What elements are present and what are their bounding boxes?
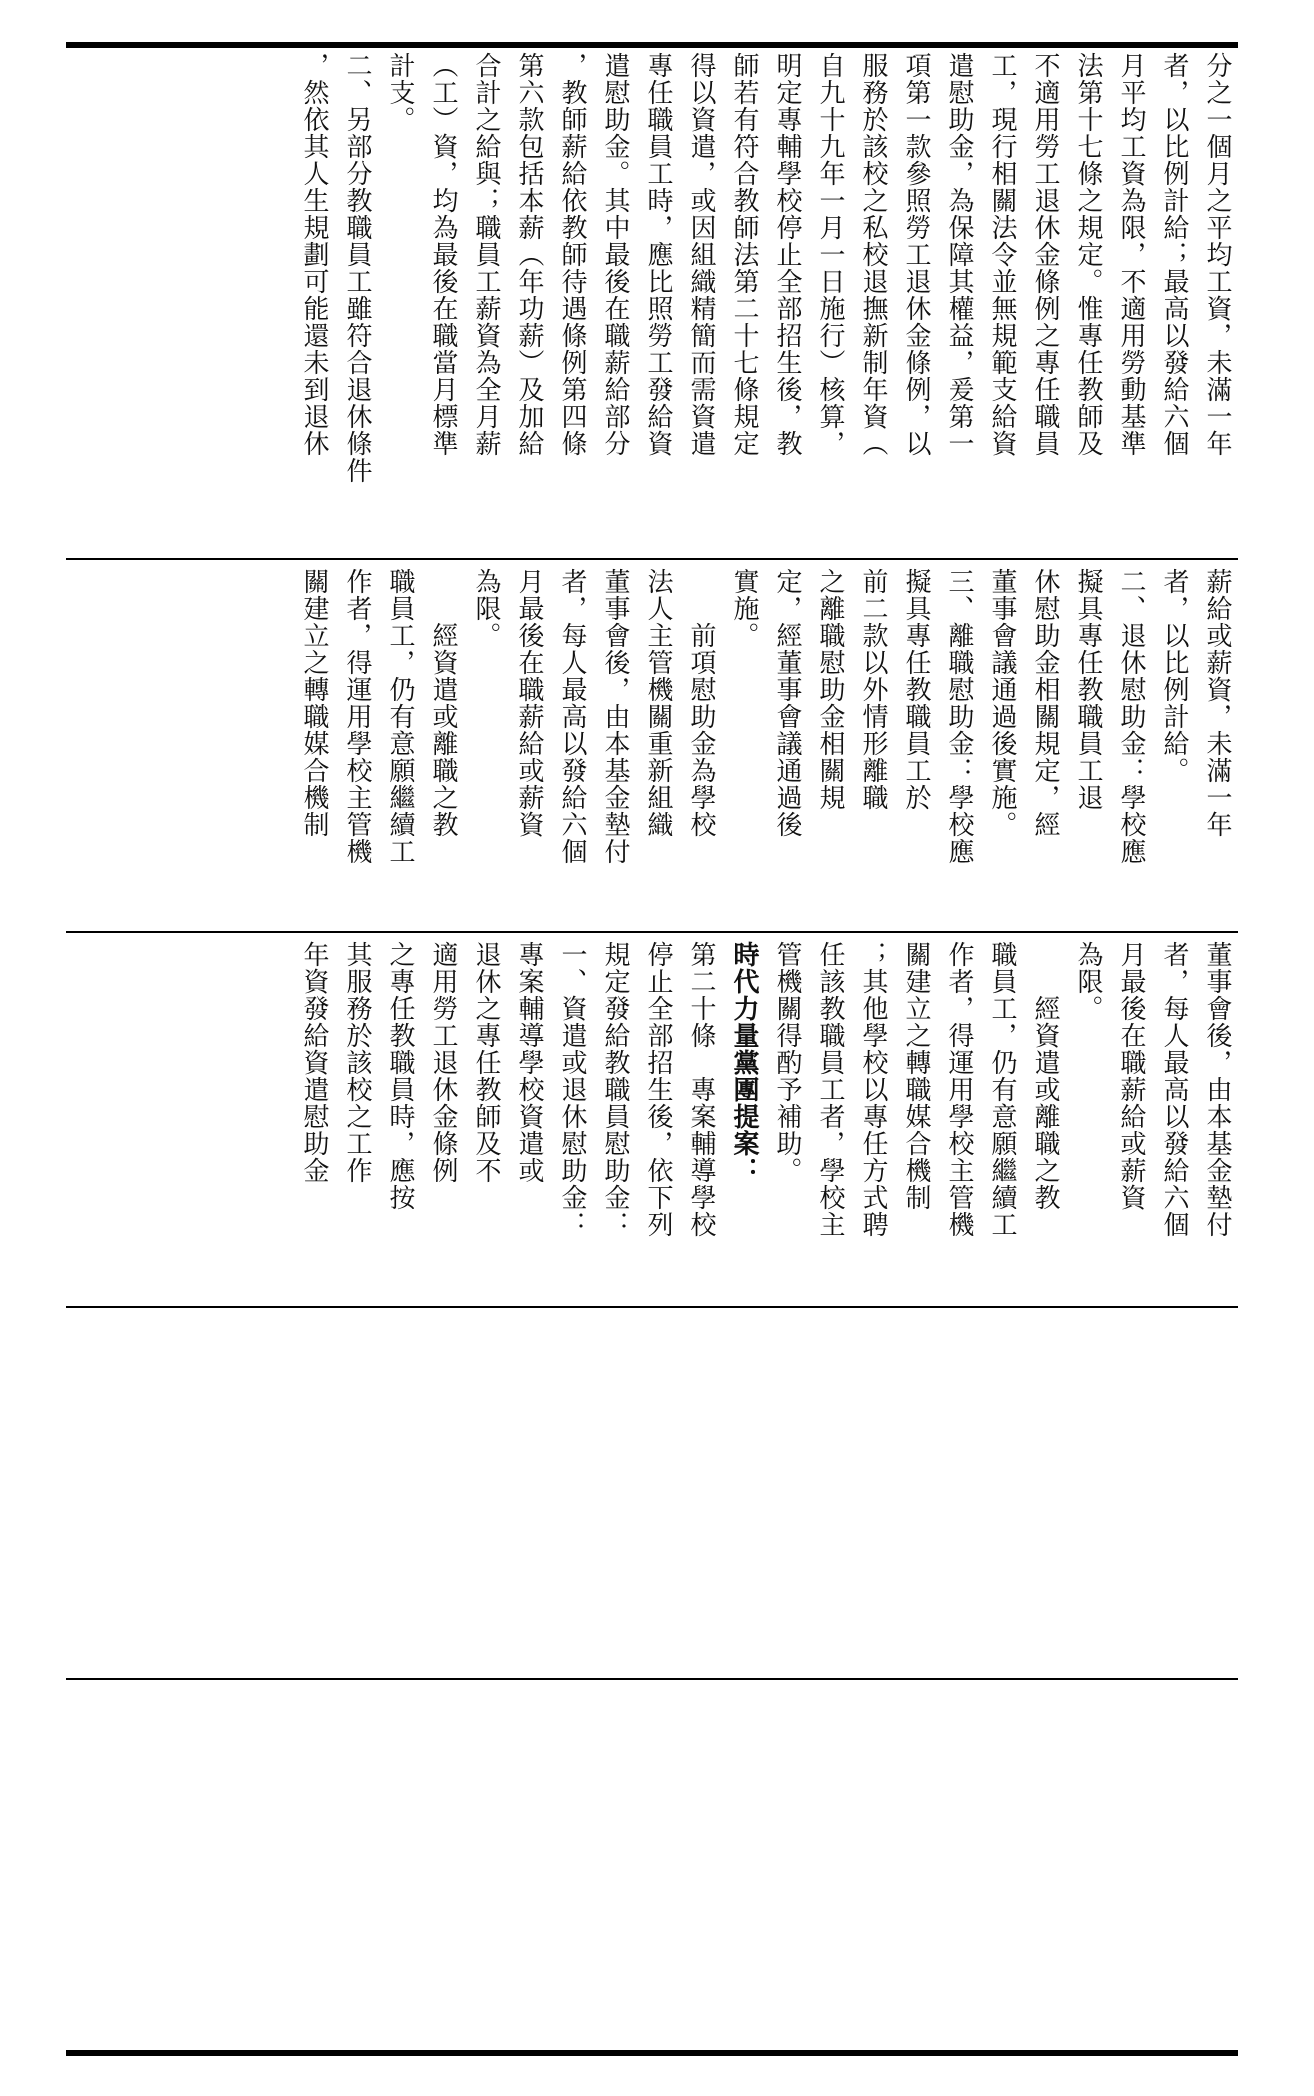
text-line: 為限。 (471, 568, 501, 649)
text-line: 之專任教職員時，應按 (385, 941, 415, 1211)
text-line: 年資發給資遣慰助金 (299, 941, 329, 1184)
section-heading: 時代力量黨團提案： (729, 941, 759, 1184)
text-line: 專案輔導學校資遣或 (514, 941, 544, 1184)
text-line: 分之一個月之平均工資，未滿一年 (1202, 52, 1232, 457)
text-line: 月最後在職薪給或薪資 (514, 568, 544, 838)
text-line: 一、資遣或退休慰助金： (557, 941, 587, 1238)
empty-block-4 (68, 1316, 1238, 1671)
text-line: 項第一款參照勞工退休金條例，以 (901, 52, 931, 457)
text-line: 休慰助金相關規定，經 (1030, 568, 1060, 838)
text-line: 實施。 (729, 568, 759, 649)
text-line: 定，經董事會議通過後 (772, 568, 802, 838)
text-line: 關建立之轉職媒合機制 (901, 941, 931, 1211)
text-line: 合計之給與；職員工薪資為全月薪 (471, 52, 501, 457)
bottom-rule (66, 2050, 1238, 2056)
text-line: 明定專輔學校停止全部招生後，教 (772, 52, 802, 457)
text-line: 計支。 (385, 52, 415, 133)
text-line: 法人主管機關重新組織 (643, 568, 673, 838)
text-line: 第二十條 專案輔導學校 (686, 941, 716, 1238)
text-line: 工，現行相關法令並無規範支給資 (987, 52, 1017, 457)
text-line: 月平均工資為限，不適用勞動基準 (1116, 52, 1146, 457)
text-line: 不適用勞工退休金條例之專任職員 (1030, 52, 1060, 457)
text-line: 者，每人最高以發給六個 (557, 568, 587, 865)
empty-block-5 (68, 1688, 1238, 2043)
text-column-3 (68, 941, 1238, 1301)
text-line: 董事會議通過後實施。 (987, 568, 1017, 838)
row-divider-1 (66, 558, 1238, 560)
text-line: 月最後在職薪給或薪資 (1116, 941, 1146, 1211)
text-line: 前二款以外情形離職 (858, 568, 888, 811)
text-line: 職員工，仍有意願繼續工 (987, 941, 1017, 1238)
text-line: 前項慰助金為學校 (686, 568, 716, 838)
text-line: 自九十九年一月一日施行）核算， (815, 52, 845, 457)
text-line: 作者，得運用學校主管機 (944, 941, 974, 1238)
text-line: 薪給或薪資，未滿一年 (1202, 568, 1232, 838)
text-line: 作者，得運用學校主管機 (342, 568, 372, 865)
text-line: 董事會後，由本基金墊付 (1202, 941, 1232, 1238)
text-line: ；其他學校以專任方式聘 (858, 941, 888, 1238)
text-line: 擬具專任教職員工於 (901, 568, 931, 811)
text-line: 之離職慰助金相關規 (815, 568, 845, 811)
text-line: 經資遣或離職之教 (1030, 941, 1060, 1211)
row-divider-3 (66, 1306, 1238, 1308)
text-line: （工）資，均為最後在職當月標準 (428, 52, 458, 457)
text-line: 擬具專任教職員工退 (1073, 568, 1103, 811)
top-rule (66, 42, 1238, 48)
text-line: 服務於該校之私校退撫新制年資（ (858, 52, 888, 457)
text-column-2 (68, 568, 1238, 926)
text-line: 董事會後，由本基金墊付 (600, 568, 630, 865)
text-line: 師若有符合教師法第二十七條規定 (729, 52, 759, 457)
text-line: 者，每人最高以發給六個 (1159, 941, 1189, 1238)
text-line: 者，以比例計給；最高以發給六個 (1159, 52, 1189, 457)
text-line: 者，以比例計給。 (1159, 568, 1189, 784)
text-line: 三、離職慰助金：學校應 (944, 568, 974, 865)
text-line: 適用勞工退休金條例 (428, 941, 458, 1184)
text-line: 職員工，仍有意願繼續工 (385, 568, 415, 865)
text-line: 關建立之轉職媒合機制 (299, 568, 329, 838)
row-divider-2 (66, 931, 1238, 933)
text-line: 專任職員工時，應比照勞工發給資 (643, 52, 673, 457)
text-column-1 (68, 52, 1238, 552)
text-line: 管機關得酌予補助。 (772, 941, 802, 1184)
text-line: 第六款包括本薪（年功薪）及加給 (514, 52, 544, 457)
text-line: 法第十七條之規定。惟專任教師及 (1073, 52, 1103, 457)
text-line: ，然依其人生規劃可能還未到退休 (299, 52, 329, 457)
text-line: 其服務於該校之工作 (342, 941, 372, 1184)
text-line: 遣慰助金，為保障其權益，爰第一 (944, 52, 974, 457)
text-line: 二、退休慰助金：學校應 (1116, 568, 1146, 865)
text-line: 規定發給教職員慰助金： (600, 941, 630, 1238)
text-line: 二、另部分教職員工雖符合退休條件 (342, 52, 372, 484)
text-line: 得以資遣，或因組織精簡而需資遣 (686, 52, 716, 457)
text-line: 經資遣或離職之教 (428, 568, 458, 838)
text-line: 任該教職員工者，學校主 (815, 941, 845, 1238)
text-line: 停止全部招生後，依下列 (643, 941, 673, 1238)
text-line: 退休之專任教師及不 (471, 941, 501, 1184)
text-line: 遣慰助金。其中最後在職薪給部分 (600, 52, 630, 457)
text-line: ，教師薪給依教師待遇條例第四條 (557, 52, 587, 457)
row-divider-4 (66, 1678, 1238, 1680)
text-line: 為限。 (1073, 941, 1103, 1022)
